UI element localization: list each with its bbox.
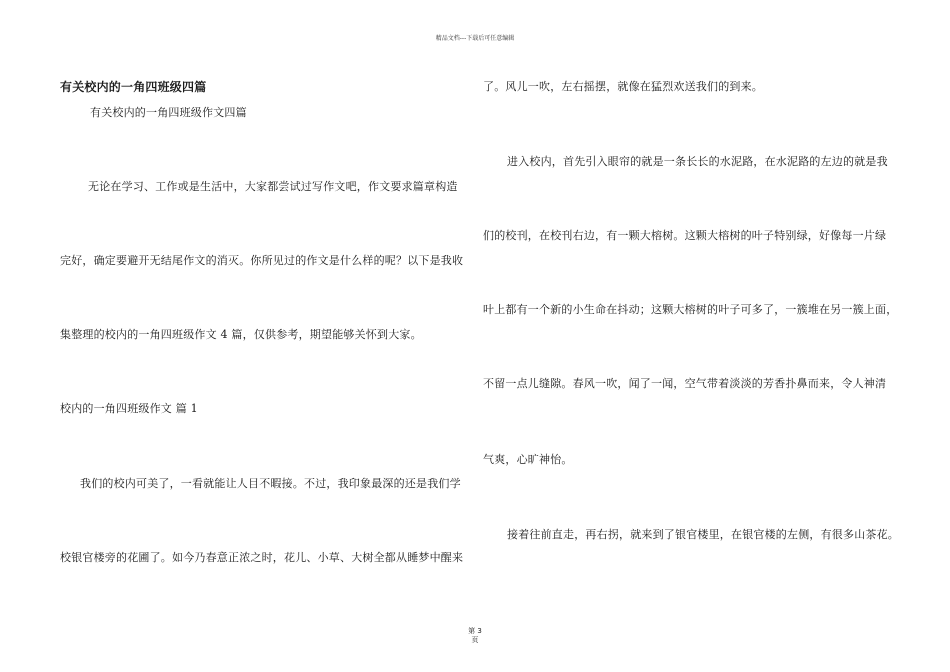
paragraph-line: 气爽，心旷神怡。 — [483, 453, 573, 466]
page-number-line1: 第 3 — [468, 627, 482, 635]
paragraph-line: 校银官楼旁的花圃了。如今乃春意正浓之时，花儿、小草、大树全都从睡梦中醒来 — [60, 551, 464, 564]
section-heading: 校内的一角四班级作文 篇 1 — [60, 402, 198, 415]
paragraph-line: 了。风儿一吹，左右摇摆，就像在猛烈欢送我们的到来。 — [483, 80, 763, 93]
page-number-line2: 页 — [471, 636, 479, 644]
paragraph-line: 完好，确定要避开无结尾作文的消灭。你所见过的作文是什么样的呢？以下是我收 — [60, 254, 464, 267]
paragraph-line: 叶上都有一个新的小生命在抖动；这颗大榕树的叶子可多了，一簇堆在另一簇上面， — [483, 303, 898, 316]
paragraph-line: 接着往前直走，再右拐，就来到了银官楼里，在银官楼的左侧，有很多山茶花。 — [507, 528, 899, 541]
left-column — [60, 0, 470, 672]
page-number — [0, 627, 950, 645]
paragraph-line: 进入校内，首先引入眼帘的就是一条长长的水泥路，在水泥路的左边的就是我 — [507, 155, 888, 168]
paragraph-line: 无论在学习、工作或是生活中，大家都尝试过写作文吧，作文要求篇章构造 — [88, 180, 458, 193]
document-title: 有关校内的一角四班级四篇 — [60, 80, 207, 94]
paragraph-line: 集整理的校内的一角四班级作文 4 篇，仅供参考，期望能够关怀到大家。 — [60, 328, 422, 341]
header-note: 精品文档---下载后可任意编辑 — [435, 35, 515, 42]
paragraph-line: 我们的校内可美了，一看就能让人目不暇接。不过，我印象最深的还是我们学 — [80, 477, 461, 490]
subtitle-line: 有关校内的一角四班级作文四篇 — [90, 106, 247, 119]
paragraph-line: 不留一点儿缝隙。春风一吹，闻了一闻，空气带着淡淡的芳香扑鼻而来，令人神清 — [483, 377, 887, 390]
right-column — [483, 0, 899, 672]
paragraph-line: 们的校刊，在校刊右边，有一颗大榕树。这颗大榕树的叶子特别绿，好像每一片绿 — [483, 229, 887, 242]
